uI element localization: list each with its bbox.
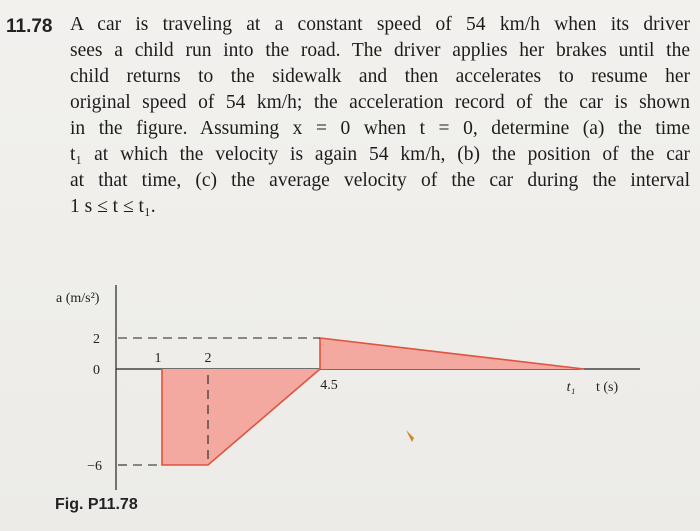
y-tick-label: 0 bbox=[93, 363, 100, 378]
problem-line: t₁ at which the velocity is again 54 km/h, (b) the position of the car bbox=[70, 144, 690, 165]
problem-line: original speed of 54 km/h; the acceleration record of the car is shown bbox=[70, 92, 690, 113]
y-tick-label: 2 bbox=[93, 332, 100, 347]
x-tick-label: t₁ bbox=[566, 380, 576, 395]
problem-line: at that time, (c) the average velocity of the car during the interval bbox=[70, 170, 690, 191]
x-tick-label: 4.5 bbox=[320, 378, 338, 393]
problem-number: 11.78 bbox=[6, 16, 53, 37]
problem-line: 1 s ≤ t ≤ t₁. bbox=[70, 196, 156, 217]
x-axis-label: t (s) bbox=[596, 380, 619, 395]
y-tick-label: −6 bbox=[87, 459, 102, 474]
negative-accel-region bbox=[162, 369, 320, 465]
figure-caption: Fig. P11.78 bbox=[55, 496, 138, 513]
problem-line: child returns to the sidewalk and then accelerates to resume her bbox=[70, 66, 690, 87]
x-tick-label: 1 bbox=[154, 351, 162, 366]
problem-line: sees a child run into the road. The driver applies her brakes until the bbox=[70, 40, 690, 61]
y-axis-label: a (m/s²) bbox=[56, 291, 100, 306]
problem-line: in the figure. Assuming x = 0 when t = 0, determine (a) the time bbox=[70, 118, 690, 139]
x-tick-label: 2 bbox=[204, 351, 212, 366]
pen-mark-icon bbox=[406, 430, 414, 442]
problem-line: A car is traveling at a constant speed of 54 km/h when its driver bbox=[70, 14, 690, 35]
